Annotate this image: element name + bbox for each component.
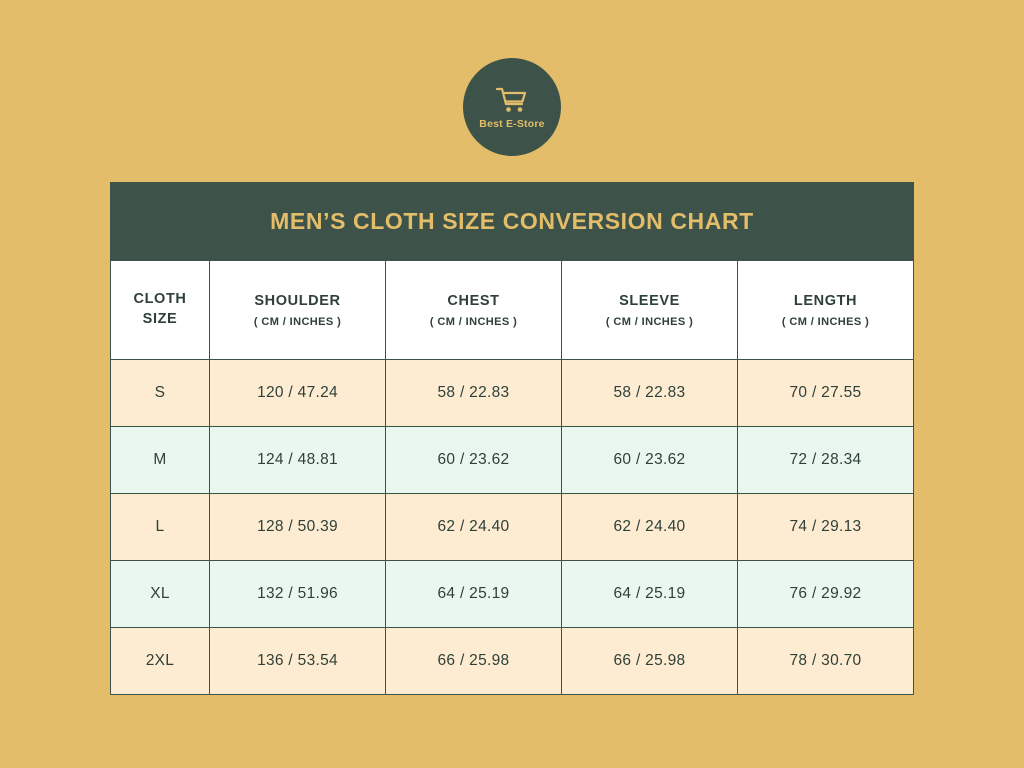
column-header-line1: SLEEVE [619, 292, 680, 309]
cell-shoulder: 132 / 51.96 [210, 561, 386, 628]
column-header-unit: ( CM / INCHES ) [605, 316, 694, 329]
cell-sleeve: 60 / 23.62 [562, 427, 738, 494]
cell-sleeve: 58 / 22.83 [562, 360, 738, 427]
cell-chest: 60 / 23.62 [386, 427, 562, 494]
column-header-chest [386, 261, 562, 360]
table-header-row [111, 261, 914, 360]
table-row [111, 561, 914, 628]
size-conversion-table [110, 260, 914, 695]
cell-size: 2XL [111, 628, 210, 695]
column-header-shoulder [210, 261, 386, 360]
column-header-unit: ( CM / INCHES ) [253, 316, 342, 329]
chart-title-bar [110, 182, 914, 260]
column-header-unit: ( CM / INCHES ) [429, 316, 518, 329]
cell-shoulder: 128 / 50.39 [210, 494, 386, 561]
table-row [111, 427, 914, 494]
cell-chest: 58 / 22.83 [386, 360, 562, 427]
cell-chest: 62 / 24.40 [386, 494, 562, 561]
column-header-length [738, 261, 914, 360]
cell-sleeve: 66 / 25.98 [562, 628, 738, 695]
column-header-unit: ( CM / INCHES ) [781, 316, 870, 329]
table-row [111, 360, 914, 427]
table-header [111, 261, 914, 360]
column-header-line2: SIZE [142, 311, 178, 327]
cell-length: 78 / 30.70 [738, 628, 914, 695]
column-header-sleeve [562, 261, 738, 360]
cell-size: S [111, 360, 210, 427]
cell-size: XL [111, 561, 210, 628]
cell-size: L [111, 494, 210, 561]
shopping-cart-icon [495, 85, 529, 115]
page-title: MEN’S CLOTH SIZE CONVERSION CHART [270, 207, 754, 234]
cell-length: 74 / 29.13 [738, 494, 914, 561]
cell-shoulder: 136 / 53.54 [210, 628, 386, 695]
column-header-line1: SHOULDER [254, 292, 341, 309]
cell-length: 76 / 29.92 [738, 561, 914, 628]
cell-chest: 66 / 25.98 [386, 628, 562, 695]
logo-circle [463, 58, 561, 156]
column-header-line1: LENGTH [793, 292, 858, 309]
cell-size: M [111, 427, 210, 494]
cell-sleeve: 64 / 25.19 [562, 561, 738, 628]
table-row [111, 628, 914, 695]
cell-chest: 64 / 25.19 [386, 561, 562, 628]
cell-length: 70 / 27.55 [738, 360, 914, 427]
column-header-line1: CLOTH [133, 291, 187, 308]
size-chart-card [110, 182, 914, 695]
cell-shoulder: 120 / 47.24 [210, 360, 386, 427]
brand-logo [463, 58, 561, 156]
column-header-line1: CHEST [447, 292, 500, 309]
table-row [111, 494, 914, 561]
cell-length: 72 / 28.34 [738, 427, 914, 494]
cell-shoulder: 124 / 48.81 [210, 427, 386, 494]
column-header-cloth-size [111, 261, 210, 360]
table-body [111, 360, 914, 695]
cell-sleeve: 62 / 24.40 [562, 494, 738, 561]
brand-name: Best E-Store [479, 117, 545, 130]
